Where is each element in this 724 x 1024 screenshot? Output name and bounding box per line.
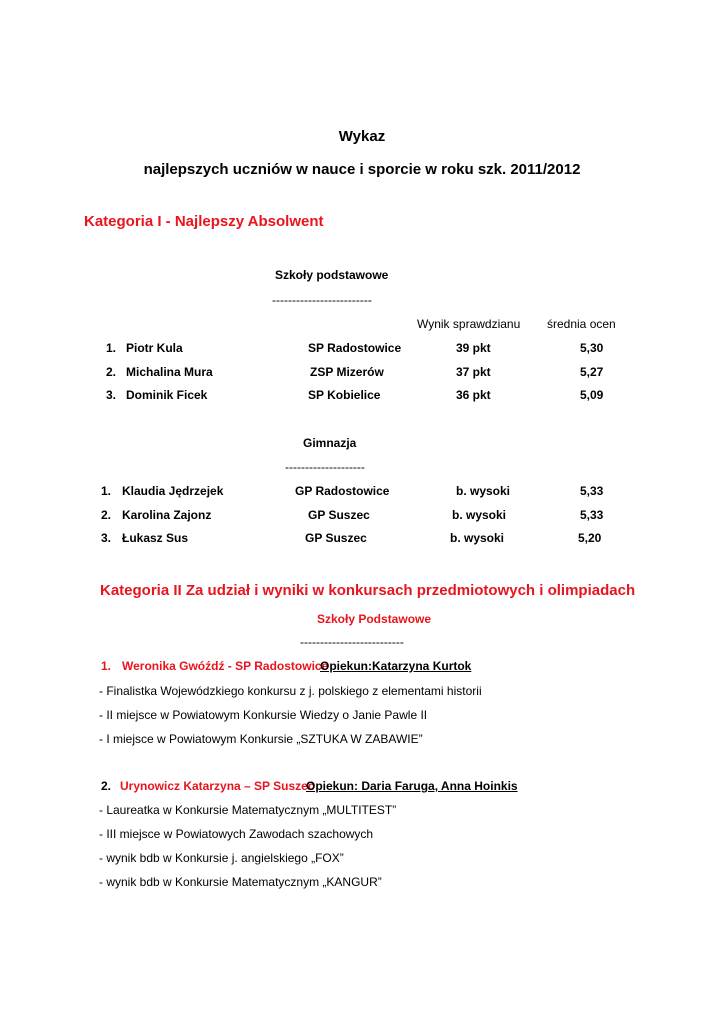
- school-name: ZSP Mizerów: [310, 365, 384, 379]
- achievement-item: - wynik bdb w Konkursie j. angielskiego „FOX”: [99, 851, 344, 865]
- category-2-subheading: Szkoły Podstawowe: [317, 612, 432, 626]
- student-name: Łukasz Sus: [122, 531, 189, 545]
- average-value: 5,33: [580, 484, 604, 498]
- category-2-divider: --------------------------: [300, 635, 404, 649]
- school-name: SP Kobielice: [308, 388, 381, 402]
- achievement-item: - II miejsce w Powiatowym Konkursie Wiedzy o Janie Pawle II: [99, 708, 428, 722]
- entry-name: Weronika Gwóźdź - SP Radostowice: [122, 659, 329, 673]
- achievement-item: - Laureatka w Konkursie Matematycznym „MULTITEST”: [99, 803, 397, 817]
- entry-tutor: Opiekun:Katarzyna Kurtok: [320, 659, 472, 673]
- category-2-heading: Kategoria II Za udział i wyniki w konkursach przedmiotowych i olimpiadach: [100, 582, 636, 599]
- average-value: 5,20: [578, 531, 602, 545]
- result-value: 36 pkt: [456, 388, 491, 402]
- average-value: 5,09: [580, 388, 604, 402]
- school-name: GP Radostowice: [295, 484, 390, 498]
- gymnasiums-divider: --------------------: [285, 460, 365, 474]
- row-number: 2.: [101, 508, 112, 522]
- entry-number: 2.: [101, 779, 112, 793]
- student-name: Michalina Mura: [126, 365, 213, 379]
- average-value: 5,30: [580, 341, 604, 355]
- category-1-heading: Kategoria I - Najlepszy Absolwent: [84, 213, 324, 230]
- result-value: b. wysoki: [456, 484, 511, 498]
- gymnasiums-heading: Gimnazja: [303, 436, 357, 450]
- row-number: 1.: [106, 341, 117, 355]
- entry-tutor: Opiekun: Daria Faruga, Anna Hoinkis: [306, 779, 518, 793]
- achievement-item: - Finalistka Wojewódzkiego konkursu z j. polskiego z elementami historii: [99, 684, 482, 698]
- student-name: Piotr Kula: [126, 341, 183, 355]
- student-name: Karolina Zajonz: [122, 508, 212, 522]
- primary-schools-heading: Szkoły podstawowe: [275, 268, 389, 282]
- row-number: 3.: [101, 531, 112, 545]
- achievement-item: - III miejsce w Powiatowych Zawodach szachowych: [99, 827, 374, 841]
- document-title: Wykaz: [338, 128, 386, 145]
- entry-name: Urynowicz Katarzyna – SP Suszec: [120, 779, 315, 793]
- column-header-average: średnia ocen: [547, 317, 616, 331]
- result-value: 39 pkt: [456, 341, 491, 355]
- row-number: 1.: [101, 484, 112, 498]
- result-value: 37 pkt: [456, 365, 491, 379]
- row-number: 2.: [106, 365, 117, 379]
- entry-number: 1.: [101, 659, 112, 673]
- student-name: Klaudia Jędrzejek: [122, 484, 224, 498]
- achievement-item: - wynik bdb w Konkursie Matematycznym „KANGUR”: [99, 875, 382, 889]
- row-number: 3.: [106, 388, 117, 402]
- result-value: b. wysoki: [450, 531, 505, 545]
- average-value: 5,27: [580, 365, 604, 379]
- document-subtitle: najlepszych uczniów w nauce i sporcie w roku szk. 2011/2012: [143, 161, 581, 178]
- school-name: GP Suszec: [308, 508, 370, 522]
- result-value: b. wysoki: [452, 508, 507, 522]
- school-name: GP Suszec: [305, 531, 367, 545]
- achievement-item: - I miejsce w Powiatowym Konkursie „SZTUKA W ZABAWIE”: [99, 732, 423, 746]
- column-header-result: Wynik sprawdzianu: [417, 317, 521, 331]
- school-name: SP Radostowice: [308, 341, 402, 355]
- student-name: Dominik Ficek: [126, 388, 208, 402]
- primary-schools-divider: -------------------------: [272, 293, 372, 307]
- average-value: 5,33: [580, 508, 604, 522]
